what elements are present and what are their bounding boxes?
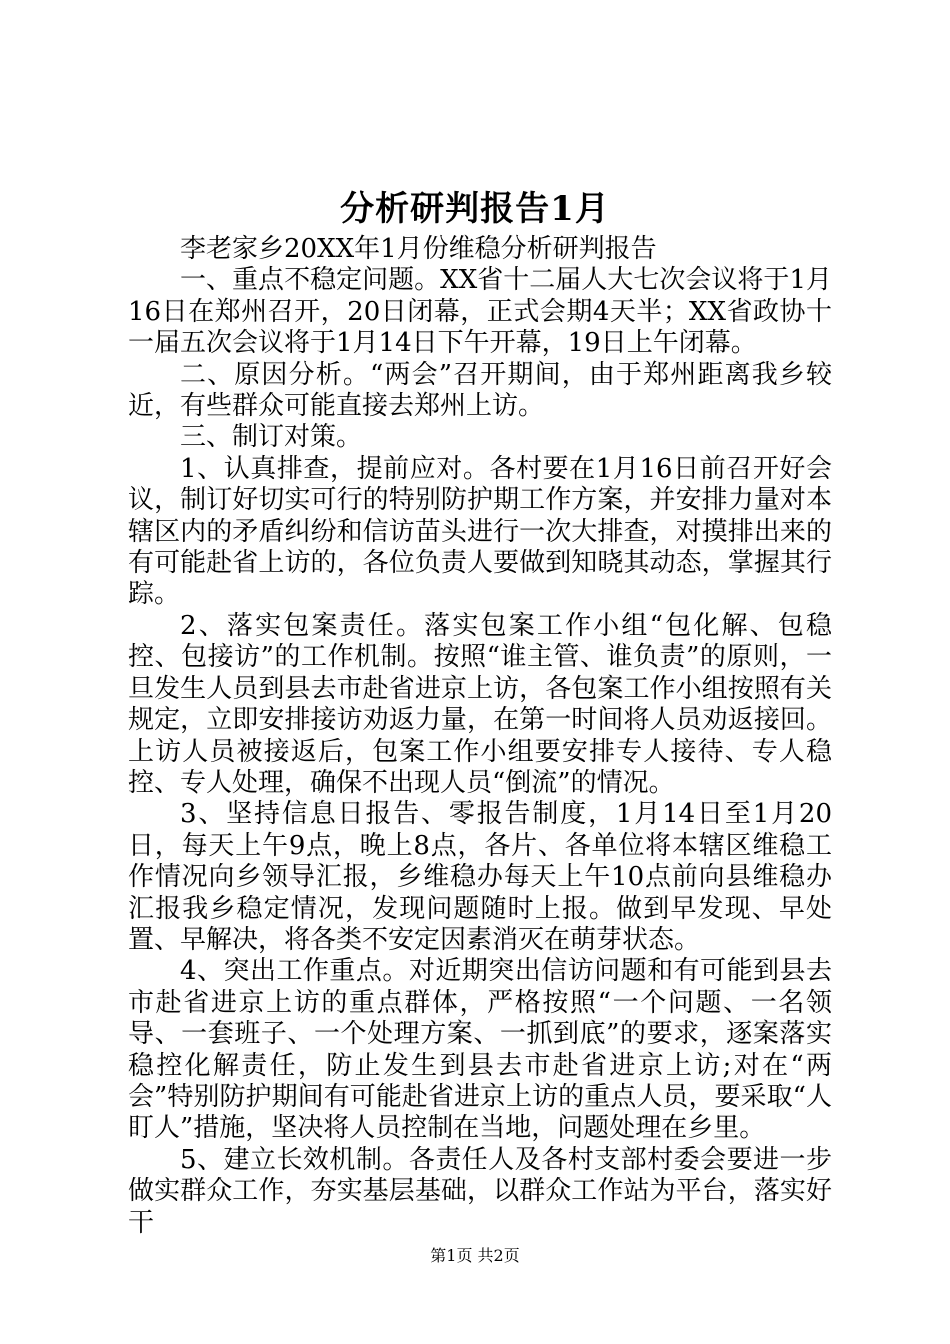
paragraph-item-3: 3、坚持信息日报告、零报告制度，1月14日至1月20日，每天上午9点，晚上8点，各片、各单位将本辖区维稳工作情况向乡领导汇报，乡维稳办每天上午10点前向县维稳办汇报我乡稳定情况，发现问题随时上报。做到早发现、早处置、早解决，将各类不安定因素消灭在萌芽状态。	[128, 799, 832, 955]
report-heading-line: 李老家乡20XX年1月份维稳分析研判报告	[180, 234, 657, 264]
paragraph-item-4: 4、突出工作重点。对近期突出信访问题和有可能到县去市赴省进京上访的重点群体，严格按照“一个问题、一名领导、一套班子、一个处理方案、一抓到底”的要求，逐案落实稳控化解责任，防止发生到县去市赴省进京上访;对在“两会”特别防护期间有可能赴省进京上访的重点人员，要采取“人盯人”措施，坚决将人员控制在当地，问题处理在乡里。	[128, 956, 832, 1144]
paragraph-item-1: 1、认真排查，提前应对。各村要在1月16日前召开好会议，制订好切实可行的特别防护期工作方案，并安排力量对本辖区内的矛盾纠纷和信访苗头进行一次大排查，对摸排出来的有可能赴省上访的，各位负责人要做到知晓其动态，掌握其行踪。	[128, 453, 832, 610]
page-footer: 第1页 共2页	[430, 1246, 520, 1265]
paragraph-item-2: 2、落实包案责任。落实包案工作小组“包化解、包稳控、包接访”的工作机制。按照“谁主管、谁负责”的原则，一旦发生人员到县去市赴省进京上访，各包案工作小组按照有关规定，立即安排接访劝返力量，在第一时间将人员劝返接回。上访人员被接返后，包案工作小组要安排专人接待、专人稳控、专人处理，确保不出现人员“倒流”的情况。	[128, 610, 832, 798]
paragraph-item-5: 5、建立长效机制。各责任人及各村支部村委会要进一步做实群众工作，夯实基层基础，以群众工作站为平台，落实好干	[128, 1144, 832, 1238]
document-body	[128, 234, 832, 1239]
paragraph-analysis: 二、原因分析。“两会”召开期间，由于郑州距离我乡较近，有些群众可能直接去郑州上访。	[128, 359, 832, 422]
paragraph-countermeasures: 三、制订对策。	[180, 422, 363, 453]
paragraph-issues: 一、重点不稳定问题。XX省十二届人大七次会议将于1月16日在郑州召开，20日闭幕，正式会期4天半；XX省政协十一届五次会议将于1月14日下午开幕，19日上午闭幕。	[128, 265, 832, 359]
document-title: 分析研判报告1月	[340, 189, 610, 229]
